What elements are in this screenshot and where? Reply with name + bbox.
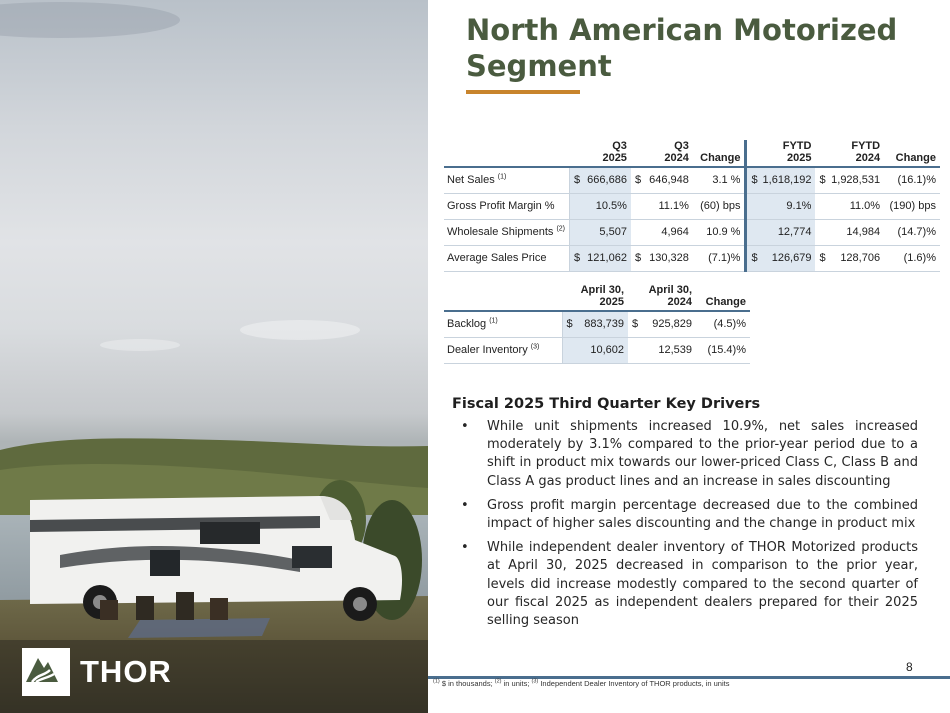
table-row bbox=[444, 311, 750, 337]
cell-change: (4.5)% bbox=[696, 311, 750, 337]
currency-symbol bbox=[631, 219, 643, 245]
row-label: Gross Profit Margin % bbox=[444, 193, 570, 219]
drivers-list bbox=[452, 418, 918, 636]
row-label: Dealer Inventory $^{(3)}$ bbox=[444, 337, 562, 363]
cell-fytd-2025: 126,679 bbox=[759, 245, 816, 271]
currency-symbol: $ bbox=[570, 167, 582, 193]
cell-change-fy: (1.6)% bbox=[884, 245, 940, 271]
col-change: Change bbox=[696, 284, 750, 311]
cell-q3-2024: 130,328 bbox=[643, 245, 693, 271]
cell-change-q: 10.9 % bbox=[693, 219, 746, 245]
currency-symbol bbox=[815, 193, 827, 219]
cell-fytd-2024: 11.0% bbox=[827, 193, 884, 219]
cell-april-2025: 10,602 bbox=[576, 337, 628, 363]
cell-change-fy: (190) bps bbox=[884, 193, 940, 219]
cell-change-q: (60) bps bbox=[693, 193, 746, 219]
cell-april-2025: 883,739 bbox=[576, 311, 628, 337]
table-row bbox=[444, 167, 940, 193]
bullet-icon: • bbox=[461, 540, 469, 556]
cell-fytd-2025: 9.1% bbox=[759, 193, 816, 219]
cell-fytd-2025: 1,618,192 bbox=[759, 167, 816, 193]
thor-mountain-logo-icon bbox=[22, 648, 70, 696]
cell-change: (15.4)% bbox=[696, 337, 750, 363]
cell-april-2024: 12,539 bbox=[642, 337, 696, 363]
table-row bbox=[444, 193, 940, 219]
col-q3-2024: Q3 2024 bbox=[631, 140, 693, 167]
motorhome-campsite-scene bbox=[0, 0, 428, 713]
thor-logo bbox=[22, 648, 172, 696]
list-item bbox=[452, 497, 918, 533]
cell-q3-2024: 646,948 bbox=[643, 167, 693, 193]
currency-symbol: $ bbox=[570, 245, 582, 271]
performance-table bbox=[444, 140, 940, 272]
backlog-table bbox=[444, 284, 750, 364]
brand-name: THOR bbox=[80, 654, 172, 689]
cell-change-fy: (16.1)% bbox=[884, 167, 940, 193]
cell-q3-2025: 121,062 bbox=[581, 245, 630, 271]
row-label: Backlog $^{(1)}$ bbox=[444, 311, 562, 337]
title-accent-rule bbox=[466, 90, 580, 94]
cell-fytd-2025: 12,774 bbox=[759, 219, 816, 245]
bullet-text: While independent dealer inventory of THOR Motorized products at April 30, 2025 decreased in comparison to the prior year, levels did increase modestly compared to the second quarter of our fiscal 2025 as independent dealers prepared for their 2025 selling season bbox=[487, 540, 918, 629]
cell-change-q: (7.1)% bbox=[693, 245, 746, 271]
currency-symbol: $ bbox=[815, 245, 827, 271]
col-change-q: Change bbox=[693, 140, 746, 167]
currency-symbol: $ bbox=[628, 311, 642, 337]
bullet-icon: • bbox=[461, 419, 469, 434]
table-row bbox=[444, 219, 940, 245]
cell-fytd-2024: 128,706 bbox=[827, 245, 884, 271]
list-item bbox=[452, 418, 918, 491]
currency-symbol: $ bbox=[631, 167, 643, 193]
currency-symbol: $ bbox=[746, 167, 759, 193]
cell-april-2024: 925,829 bbox=[642, 311, 696, 337]
row-label: Wholesale Shipments $^{(2)}$ bbox=[444, 219, 570, 245]
cell-q3-2025: 666,686 bbox=[581, 167, 630, 193]
table-row bbox=[444, 337, 750, 363]
drivers-heading: Fiscal 2025 Third Quarter Key Drivers bbox=[452, 396, 761, 412]
currency-symbol bbox=[746, 219, 759, 245]
table-header-row bbox=[444, 140, 940, 167]
table-header-row bbox=[444, 284, 750, 311]
cell-q3-2024: 4,964 bbox=[643, 219, 693, 245]
cell-q3-2024: 11.1% bbox=[643, 193, 693, 219]
col-q3-2025: Q3 2025 bbox=[570, 140, 631, 167]
cell-fytd-2024: 14,984 bbox=[827, 219, 884, 245]
cell-change-fy: (14.7)% bbox=[884, 219, 940, 245]
cell-change-q: 3.1 % bbox=[693, 167, 746, 193]
table-row bbox=[444, 245, 940, 271]
row-label: Net Sales $^{(1)}$ bbox=[444, 167, 570, 193]
hero-photo bbox=[0, 0, 428, 713]
currency-symbol bbox=[631, 193, 643, 219]
currency-symbol bbox=[570, 219, 582, 245]
currency-symbol: $ bbox=[746, 245, 759, 271]
col-change-fy: Change bbox=[884, 140, 940, 167]
bullet-text: Gross profit margin percentage decreased due to the combined impact of higher sales discounting and the change in product mix bbox=[487, 497, 918, 532]
currency-symbol: $ bbox=[631, 245, 643, 271]
col-fytd-2025: FYTD 2025 bbox=[746, 140, 816, 167]
cell-q3-2025: 5,507 bbox=[581, 219, 630, 245]
currency-symbol bbox=[628, 337, 642, 363]
col-april-2024: April 30, 2024 bbox=[628, 284, 696, 311]
currency-symbol bbox=[815, 219, 827, 245]
currency-symbol: $ bbox=[815, 167, 827, 193]
col-fytd-2024: FYTD 2024 bbox=[815, 140, 884, 167]
currency-symbol bbox=[746, 193, 759, 219]
page-number: 8 bbox=[906, 660, 913, 674]
cell-q3-2025: 10.5% bbox=[581, 193, 630, 219]
currency-symbol bbox=[562, 337, 576, 363]
page-title: North American Motorized Segment bbox=[466, 13, 898, 83]
bullet-icon: • bbox=[461, 497, 469, 513]
cell-fytd-2024: 1,928,531 bbox=[827, 167, 884, 193]
list-item bbox=[452, 539, 918, 630]
col-april-2025: April 30, 2025 bbox=[562, 284, 628, 311]
currency-symbol: $ bbox=[562, 311, 576, 337]
footnote: $^{(1)}$ $ in thousands; $^{(2)}$ in units; $^{(3)}$ Independent Dealer Inventory of THOR products, in units bbox=[433, 678, 730, 688]
currency-symbol bbox=[570, 193, 582, 219]
bullet-text: While unit shipments increased 10.9%, net sales increased moderately by 3.1% compared to the prior-year period due to a shift in product mix towards our lower-priced Class C, Class B and Class A gas product lines and an increase in sales discounting bbox=[487, 419, 918, 489]
row-label: Average Sales Price bbox=[444, 245, 570, 271]
